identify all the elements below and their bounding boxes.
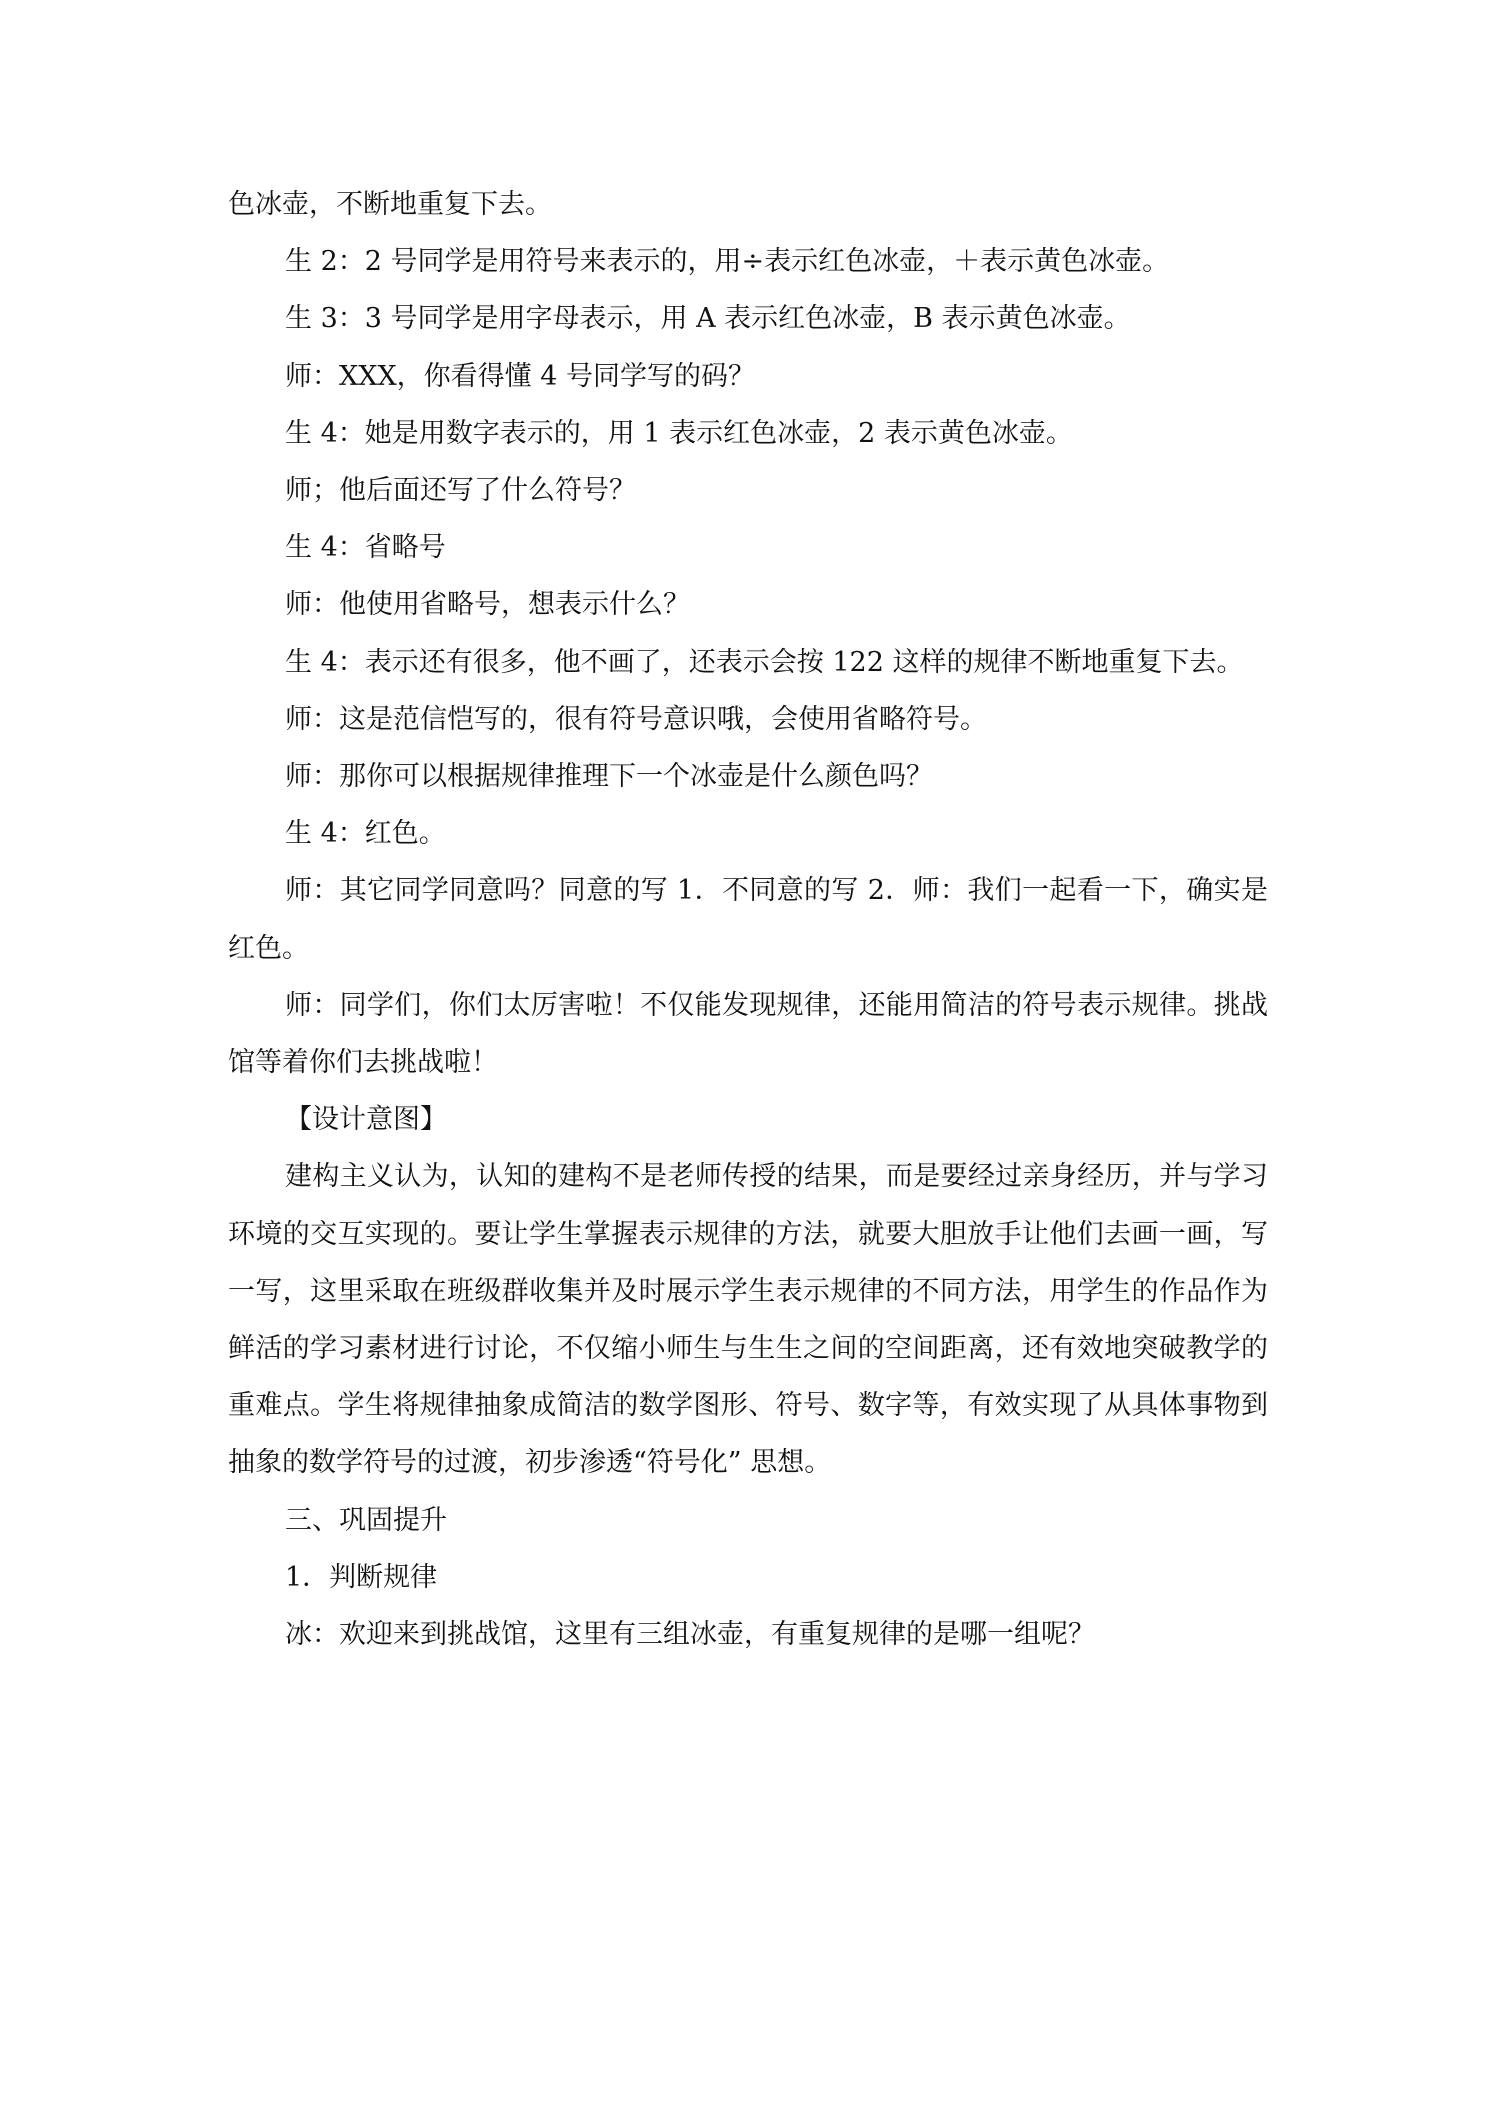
paragraph-continuation: 色冰壶，不断地重复下去。 xyxy=(228,189,552,220)
paragraph-student-4-red: 生 4：红色。 xyxy=(285,818,446,850)
paragraph-teacher-infer: 师：那你可以根据规律推理下一个冰壶是什么颜色吗？ xyxy=(285,761,933,793)
paragraph-teacher-symbol: 师；他后面还写了什么符号？ xyxy=(285,475,636,507)
paragraph-student-2: 生 2：2 号同学是用符号来表示的，用÷表示红色冰壶，＋表示黄色冰壶。 xyxy=(285,246,1170,278)
subsection-heading-judge-pattern: 1．判断规律 xyxy=(285,1561,438,1593)
section-heading-consolidate: 三、巩固提升 xyxy=(285,1504,447,1536)
section-heading-design-intent: 【设计意图】 xyxy=(285,1104,447,1136)
paragraph-design-intent: 建构主义认为，认知的建构不是老师传授的结果，而是要经过亲身经历，并与学习环境的交互实现的。要让学生掌握表示规律的方法，就要大胆放手让他们去画一画，写一写，这里采取在班级群收集并及时展示学生表示规律的不同方法，用学生的作品作为鲜活的学习素材进行讨论，不仅缩小师生与生生之间的空间距离，还有效地突破教学的重难点。学生将规律抽象成简洁的数学图形、符号、数字等，有效实现了从具体事物到抽象的数学符号的过渡，初步渗透“符号化” 思想。 xyxy=(228,1161,1268,1479)
paragraph-teacher-ellipsis: 师：他使用省略号，想表示什么？ xyxy=(285,589,690,621)
paragraph-teacher-challenge: 师：同学们，你们太厉害啦！不仅能发现规律，还能用简洁的符号表示规律。挑战馆等着你们去挑战啦！ xyxy=(228,989,1268,1079)
paragraph-challenge-hall: 冰：欢迎来到挑战馆，这里有三组冰壶，有重复规律的是哪一组呢？ xyxy=(285,1619,1095,1651)
paragraph-student-4-numbers: 生 4：她是用数字表示的，用 1 表示红色冰壶，2 表示黄色冰壶。 xyxy=(285,417,1073,449)
paragraph-student-3: 生 3：3 号同学是用字母表示，用 A 表示红色冰壶，B 表示黄色冰壶。 xyxy=(285,303,1131,335)
document-body xyxy=(228,176,1268,1663)
paragraph-student-4-ellipsis: 生 4：省略号 xyxy=(285,532,446,564)
paragraph-student-4-explain: 生 4：表示还有很多，他不画了，还表示会按 122 这样的规律不断地重复下去。 xyxy=(285,646,1244,678)
paragraph-teacher-praise: 师：这是范信恺写的，很有符号意识哦，会使用省略符号。 xyxy=(285,703,987,735)
paragraph-teacher-agree: 师：其它同学同意吗？同意的写 1．不同意的写 2．师：我们一起看一下，确实是红色。 xyxy=(228,875,1268,964)
paragraph-teacher-question: 师：XXX，你看得懂 4 号同学写的码？ xyxy=(285,360,756,392)
